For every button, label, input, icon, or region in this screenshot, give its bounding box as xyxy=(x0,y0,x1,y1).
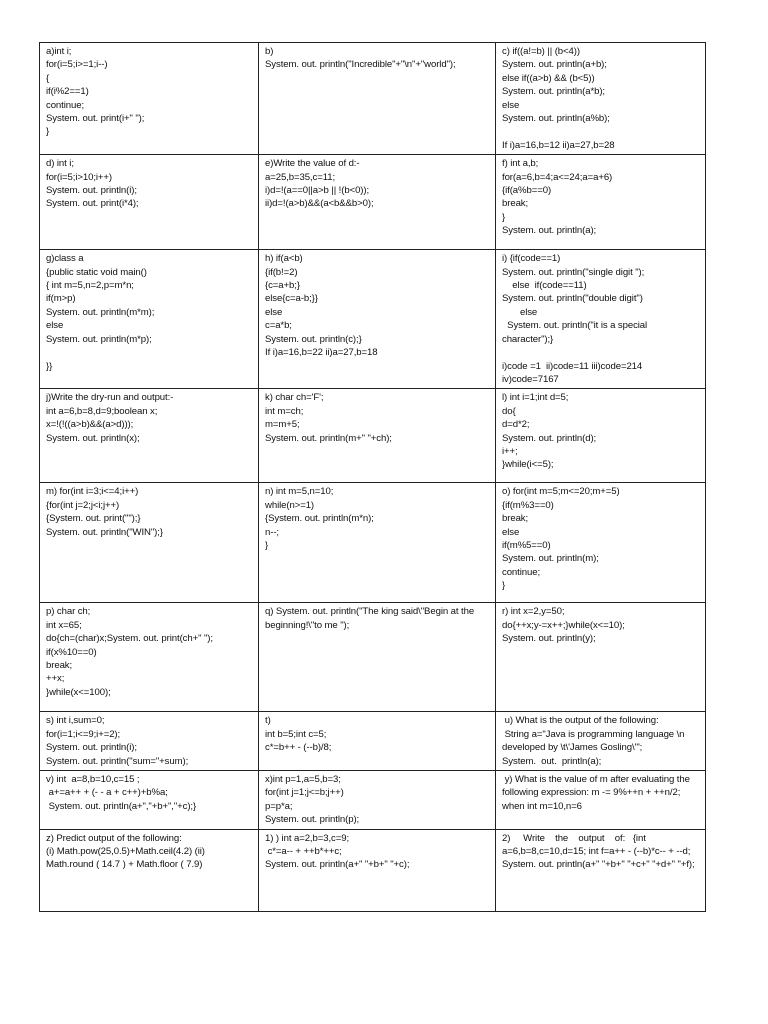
table-row xyxy=(40,603,706,712)
question-cell: 1) ) int a=2,b=3,c=9; c*=a-- + ++b*++c; System. out. println(a+" "+b+" "+c); xyxy=(259,829,496,911)
table-row xyxy=(40,250,706,389)
table-row xyxy=(40,829,706,911)
question-cell: z) Predict output of the following: (i) Math.pow(25,0.5)+Math.ceil(4.2) (ii) Math.round ( 14.7 ) + Math.floor ( 7.9) xyxy=(40,829,259,911)
question-table-body xyxy=(40,43,706,912)
question-cell: r) int x=2,y=50; do{++x;y-=x++;}while(x<=10); System. out. println(y); xyxy=(496,603,706,712)
question-cell: t) int b=5;int c=5; c*=b++ - (--b)/8; xyxy=(259,712,496,771)
question-cell: y) What is the value of m after evaluating the following expression: m -= 9%++n + ++n/2; when int m=10,n=6 xyxy=(496,770,706,829)
question-cell: u) What is the output of the following: String a="Java is programming language \n developed by \t\'James Gosling\'"; System. out. println(a); xyxy=(496,712,706,771)
table-row xyxy=(40,43,706,155)
question-cell: c) if((a!=b) || (b<4)) System. out. println(a+b); else if((a>b) && (b<5)) System. out. println(a*b); else System. out. println(a%b); If i)a=16,b=12 ii)a=27,b=28 xyxy=(496,43,706,155)
question-cell: p) char ch; int x=65; do{ch=(char)x;System. out. print(ch+" "); if(x%10==0) break; ++x; }while(x<=100); xyxy=(40,603,259,712)
question-cell: d) int i; for(i=5;i>10;i++) System. out. println(i); System. out. print(i*4); xyxy=(40,155,259,250)
question-cell: l) int i=1;int d=5; do{ d=d*2; System. out. println(d); i++; }while(i<=5); xyxy=(496,389,706,483)
question-cell: j)Write the dry-run and output:- int a=6,b=8,d=9;boolean x; x=!(!((a>b)&&(a>d))); System. out. println(x); xyxy=(40,389,259,483)
question-cell: q) System. out. println("The king said\"Begin at the beginning!\"to me "); xyxy=(259,603,496,712)
table-row xyxy=(40,483,706,603)
question-cell: v) int a=8,b=10,c=15 ; a+=a++ + (- - a + c++)+b%a; System. out. println(a+","+b+","+c);} xyxy=(40,770,259,829)
question-cell: n) int m=5,n=10; while(n>=1) {System. out. println(m*n); n--; } xyxy=(259,483,496,603)
table-row xyxy=(40,155,706,250)
question-cell: a)int i; for(i=5;i>=1;i--) { if(i%2==1) continue; System. out. print(i+" "); } xyxy=(40,43,259,155)
question-cell: m) for(int i=3;i<=4;i++) {for(int j=2;j<i;j++) {System. out. print("");} System. out. println("WIN");} xyxy=(40,483,259,603)
question-cell: f) int a,b; for(a=6,b=4;a<=24;a=a+6) {if(a%b==0) break; } System. out. println(a); xyxy=(496,155,706,250)
question-cell: 2) Write the output of: {int a=6,b=8,c=10,d=15; int f=a++ - (--b)*c-- + --d; System. out. println(a+" "+b+" "+c+" "+d+" "+f); xyxy=(496,829,706,911)
table-row xyxy=(40,770,706,829)
question-cell: x)int p=1,a=5,b=3; for(int j=1;j<=b;j++) p=p*a; System. out. println(p); xyxy=(259,770,496,829)
question-cell: b) System. out. println("Incredible"+"\n"+"world"); xyxy=(259,43,496,155)
question-cell: s) int i,sum=0; for(i=1;i<=9;i+=2); System. out. println(i); System. out. println("sum="+sum); xyxy=(40,712,259,771)
question-cell: k) char ch='F'; int m=ch; m=m+5; System. out. println(m+" "+ch); xyxy=(259,389,496,483)
table-row xyxy=(40,712,706,771)
question-cell: e)Write the value of d:- a=25,b=35,c=11; i)d=!(a==0||a>b || !(b<0)); ii)d=!(a>b)&&(a<b&&b>0); xyxy=(259,155,496,250)
question-cell: i) {if(code==1) System. out. println("single digit "); else if(code==11) System. out. println("double digit") else System. out. println("it is a special character");} i)code =1 ii)code=11 iii)code=214 iv)code=7167 xyxy=(496,250,706,389)
question-cell: g)class a {public static void main() { int m=5,n=2,p=m*n; if(m>p) System. out. println(m*m); else System. out. println(m*p); }} xyxy=(40,250,259,389)
question-cell: o) for(int m=5;m<=20;m+=5) {if(m%3==0) break; else if(m%5==0) System. out. println(m); continue; } xyxy=(496,483,706,603)
question-cell: h) if(a<b) {if(b!=2) {c=a+b;} else{c=a-b;}} else c=a*b; System. out. println(c);} If i)a=16,b=22 ii)a=27,b=18 xyxy=(259,250,496,389)
question-table xyxy=(39,42,706,912)
table-row xyxy=(40,389,706,483)
